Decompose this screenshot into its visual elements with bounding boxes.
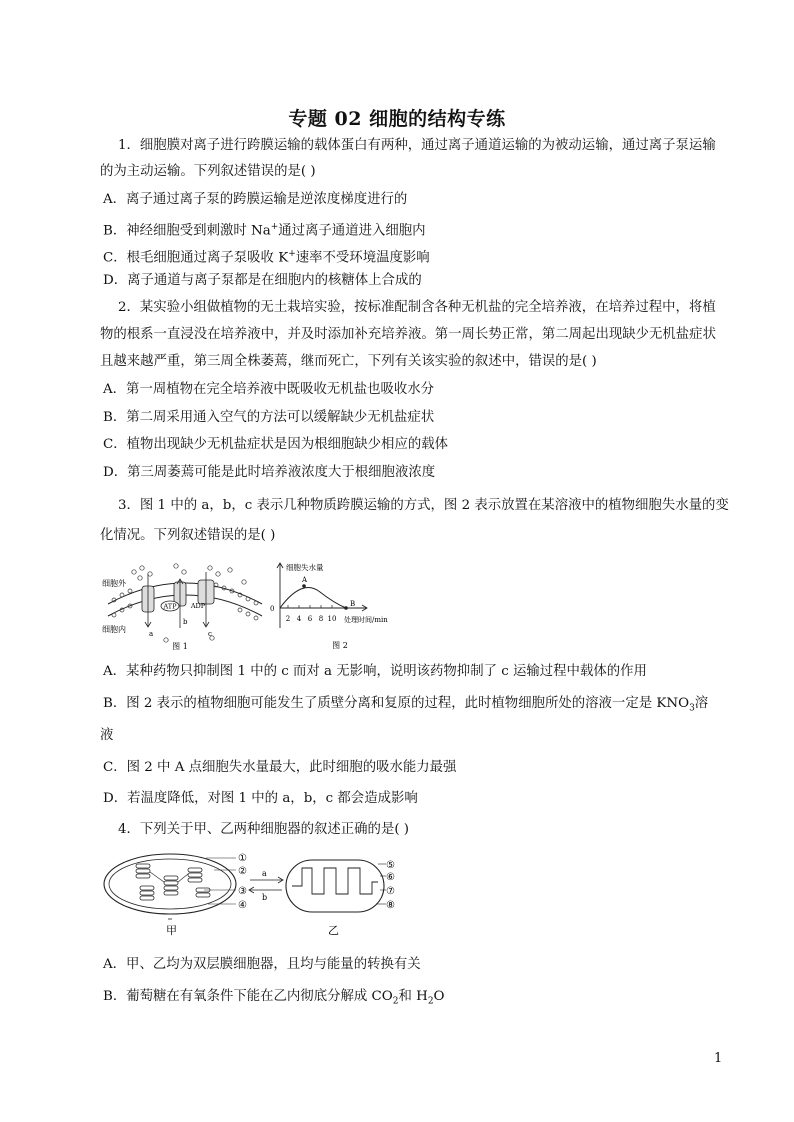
q1-stem-line2: 的为主动运输。下列叙述错误的是( ) xyxy=(100,164,316,179)
fig1-atp-label: ATP xyxy=(163,602,177,611)
q1-option-c: C．根毛细胞通过离子泵吸收 K+速率不受环境温度影响 xyxy=(103,249,430,266)
fig2-ylabel: 细胞失水量 xyxy=(286,563,324,572)
fig4-label-yi: 乙 xyxy=(328,924,339,936)
fig2-caption: 图 2 xyxy=(332,641,348,650)
fig4-arrow-a: a xyxy=(262,869,267,878)
fig4-num-3: ③ xyxy=(238,886,247,897)
fig2-xlabel: 处理时间/min xyxy=(344,616,388,624)
fig4-num-1: ① xyxy=(238,853,247,864)
fig2-tick-label: 4 xyxy=(296,615,302,623)
fig2-tick-label: 10 xyxy=(327,615,337,623)
q1-option-d: D．离子通道与离子泵都是在细胞内的核糖体上合成的 xyxy=(103,273,422,288)
q1-option-b: B．神经细胞受到刺激时 Na+通过离子通道进入细胞内 xyxy=(103,222,426,239)
fig4-num-7: ⑦ xyxy=(386,886,395,897)
fig4-num-5: ⑤ xyxy=(386,860,395,871)
fig2-point-b: B xyxy=(350,600,356,608)
page-number: 1 xyxy=(714,1051,723,1066)
page-title: 专题 02 细胞的结构专练 xyxy=(288,108,506,130)
q2-option-b: B．第二周采用通入空气的方法可以缓解缺少无机盐症状 xyxy=(103,410,435,425)
fig2-point-a: A xyxy=(302,576,308,584)
q1-option-a: A．离子通过离子泵的跨膜运输是逆浓度梯度进行的 xyxy=(103,192,408,207)
q3-option-b-line2: 液 xyxy=(100,728,114,743)
q4-stem: 4．下列关于甲、乙两种细胞器的叙述正确的是( ) xyxy=(118,822,410,837)
fig4-num-4: ④ xyxy=(238,900,247,911)
fig1-outside-label: 细胞外 xyxy=(102,579,126,588)
q2-option-d: D．第三周萎蔫可能是此时培养液浓度大于根细胞液浓度 xyxy=(103,465,436,480)
figure-organelles-jia-yi xyxy=(96,848,406,936)
q3-stem-line2: 化情况。下列叙述错误的是( ) xyxy=(100,528,276,543)
q4-option-b: B．葡萄糖在有氧条件下能在乙内彻底分解成 $CO_2$和 $H_2O$ xyxy=(103,989,445,1007)
q2-stem-line1: 2．某实验小组做植物的无土栽培实验，按标准配制含各种无机盐的完全培养液，在培养过程中，将植 xyxy=(118,300,716,315)
fig4-arrow-b: b xyxy=(262,893,268,902)
fig1-caption: 图 1 xyxy=(172,642,188,651)
fig2-tick-label: 8 xyxy=(318,615,324,623)
fig1-label-a: a xyxy=(149,630,154,638)
fig1-inside-label: 细胞内 xyxy=(102,625,126,634)
fig2-origin: 0 xyxy=(270,605,275,613)
q2-stem-line3: 且越来越严重，第三周全株萎蔫，继而死亡，下列有关该实验的叙述中，错误的是( ) xyxy=(100,354,597,369)
q3-stem-line1: 3．图 1 中的 a，b，c 表示几种物质跨膜运输的方式，图 2 表示放置在某溶液中的植物细胞失水量的变 xyxy=(118,498,729,513)
q2-option-a: A．第一周植物在完全培养液中既吸收无机盐也吸收水分 xyxy=(103,382,435,397)
q3-option-c: C．图 2 中 A 点细胞失水量最大，此时细胞的吸水能力最强 xyxy=(103,760,457,775)
q4-option-a: A．甲、乙均为双层膜细胞器，且均与能量的转换有关 xyxy=(103,957,421,972)
fig2-tick-label: 2 xyxy=(285,615,291,623)
q2-stem-line2: 物的根系一直浸没在培养液中，并及时添加补充培养液。第一周长势正常，第二周起出现缺少无机盐症状 xyxy=(100,327,716,342)
q2-option-c: C．植物出现缺少无机盐症状是因为根细胞缺少相应的载体 xyxy=(103,437,449,452)
q3-option-b-line1: B．图 2 表示的植物细胞可能发生了质壁分离和复原的过程，此时植物细胞所处的溶液一定是 $KNO_3$溶 xyxy=(103,696,709,714)
fig2-tick-label: 6 xyxy=(307,615,313,623)
fig4-num-2: ② xyxy=(238,866,247,877)
fig1-adp-label: ADP xyxy=(190,602,206,610)
fig4-num-8: ⑧ xyxy=(386,900,395,911)
fig4-label-jia: 甲 xyxy=(166,924,177,936)
fig4-num-6: ⑥ xyxy=(386,872,395,883)
q3-option-a: A．某种药物只抑制图 1 中的 c 而对 a 无影响，说明该药物抑制了 c 运输过程中载体的作用 xyxy=(103,664,647,679)
figure-2-water-loss-graph xyxy=(268,560,418,652)
fig1-label-b: b xyxy=(183,618,188,626)
fig1-label-c: c xyxy=(208,630,212,638)
figure-1-membrane-transport xyxy=(100,560,270,652)
q1-stem-line1: 1．细胞膜对离子进行跨膜运输的载体蛋白有两种，通过离子通道运输的为被动运输，通过离子泵运输 xyxy=(118,138,716,153)
q3-option-d: D．若温度降低，对图 1 中的 a，b，c 都会造成影响 xyxy=(103,791,418,806)
